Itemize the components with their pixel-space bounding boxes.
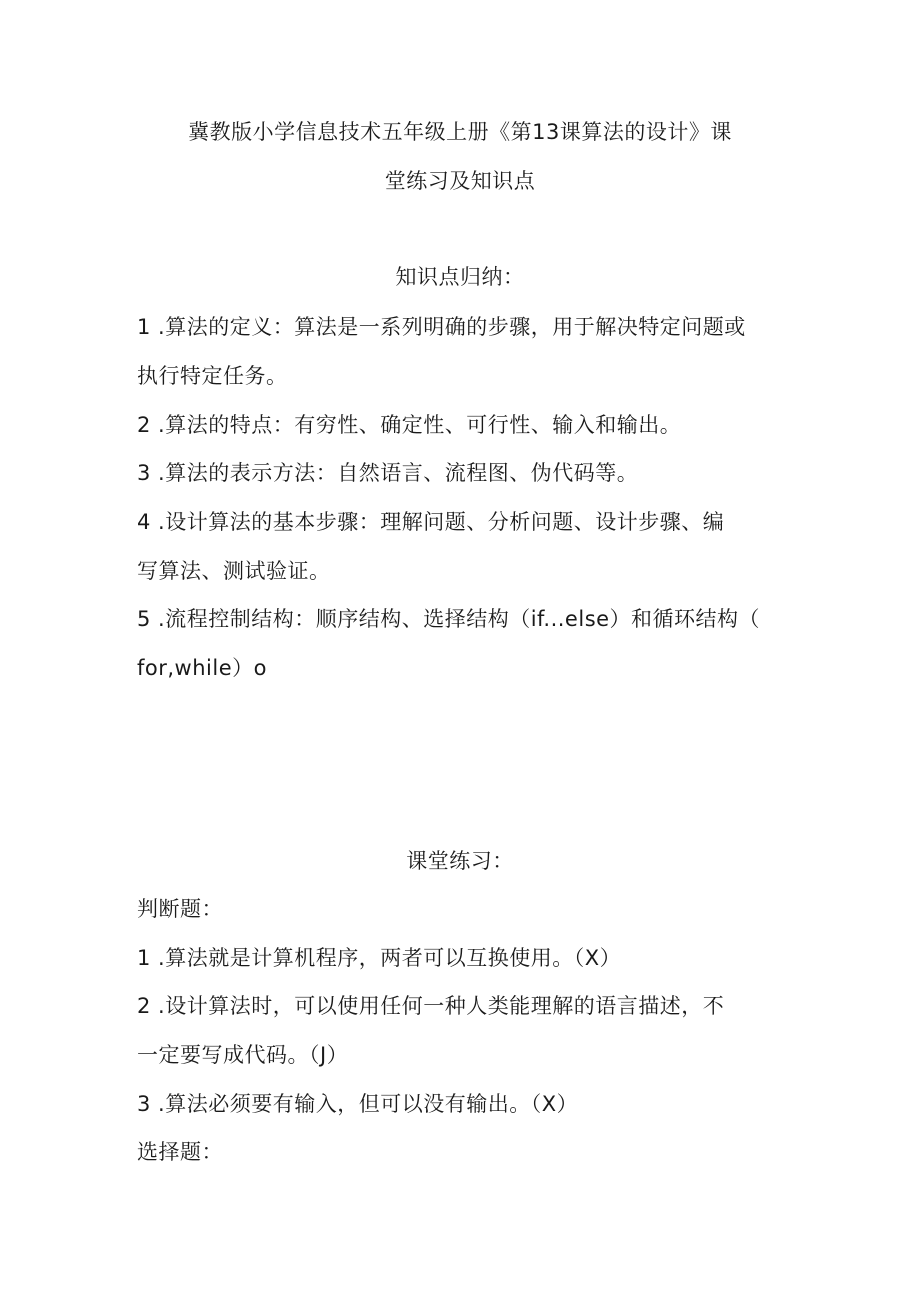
choice-label: 选择题： xyxy=(137,1140,223,1164)
knowledge-line: 2 .算法的特点：有穷性、确定性、可行性、输入和输出。 xyxy=(137,413,682,437)
exercise-heading: 课堂练习： xyxy=(406,849,514,873)
knowledge-line: 执行特定任务。 xyxy=(137,364,288,388)
document-title-line-1: 冀教版小学信息技术五年级上册《第13课算法的设计》课 xyxy=(188,120,732,144)
knowledge-heading: 知识点归纳： xyxy=(395,265,525,289)
knowledge-line: 写算法、测试验证。 xyxy=(137,559,331,583)
knowledge-line: 1 .算法的定义：算法是一系列明确的步骤，用于解决特定问题或 xyxy=(137,315,746,339)
knowledge-line: 4 .设计算法的基本步骤：理解问题、分析问题、设计步骤、编 xyxy=(137,510,725,534)
exercise-line: 一定要写成代码。（J） xyxy=(137,1043,349,1067)
exercise-line: 2 .设计算法时，可以使用任何一种人类能理解的语言描述，不 xyxy=(137,994,725,1018)
knowledge-line: 5 .流程控制结构：顺序结构、选择结构（if...else）和循环结构（ xyxy=(137,607,761,631)
knowledge-line: 3 .算法的表示方法：自然语言、流程图、伪代码等。 xyxy=(137,461,639,485)
document-title-line-2: 堂练习及知识点 xyxy=(384,169,536,193)
exercise-line: 3 .算法必须要有输入，但可以没有输出。（X） xyxy=(137,1092,579,1116)
exercise-line: 1 .算法就是计算机程序，两者可以互换使用。（X） xyxy=(137,946,622,970)
true-false-label: 判断题： xyxy=(137,897,223,921)
knowledge-line: for,while）o xyxy=(137,656,267,680)
